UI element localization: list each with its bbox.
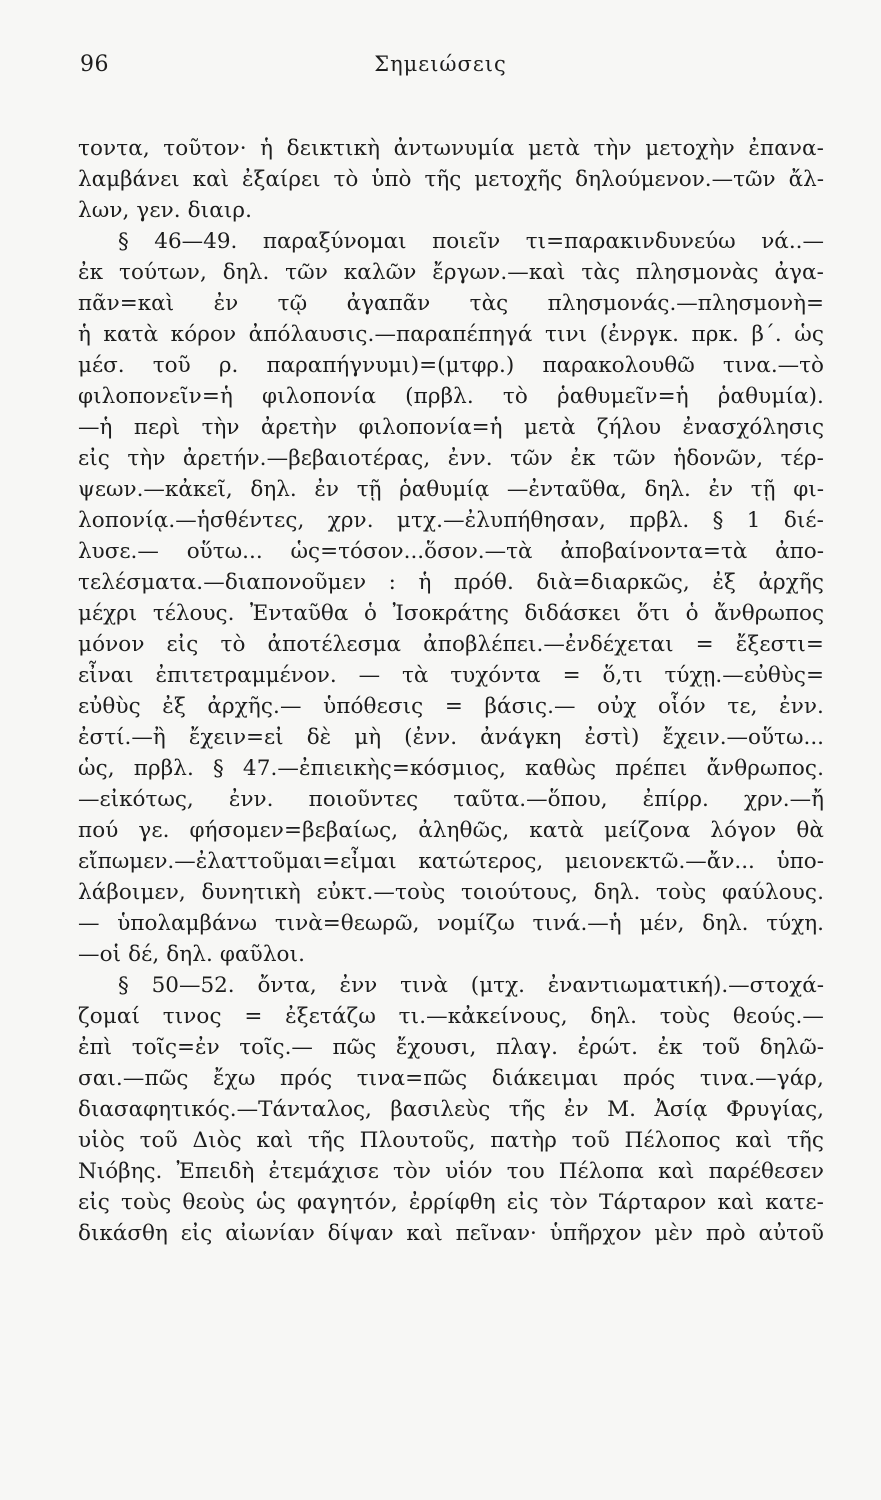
page-header <box>0 52 881 88</box>
text-line: λάβοιμεν, δυνητικὴ εὐκτ.—τοὺς τοιούτους, δηλ. τοὺς φαύλους. <box>78 880 824 905</box>
text-line: μέσ. τοῦ ρ. παραπήγνυμι)=(μτφρ.) παρακολουθῶ τινα.—τὸ <box>78 353 824 378</box>
text-line: —οἱ δέ, δηλ. φαῦλοι. <box>78 942 306 967</box>
text-line: ψεων.—κἀκεῖ, δηλ. ἐν τῇ ῥαθυμίᾳ —ἐνταῦθα, δηλ. ἐν τῇ φι- <box>78 477 824 502</box>
text-line: φιλοπονεῖν=ἡ φιλοπονία (πρβλ. τὸ ῥαθυμεῖν=ἡ ῥαθυμία). <box>78 384 824 409</box>
text-line: ἐπὶ τοῖς=ἐν τοῖς.— πῶς ἔχουσι, πλαγ. ἐρώτ. ἐκ τοῦ δηλῶ- <box>78 1035 824 1060</box>
section-heading-line: § 50—52. ὄντα, ἐνν τινὰ (μτχ. ἐναντιωματική).—στοχά- <box>118 973 824 998</box>
text-line: πού γε. φήσομεν=βεβαίως, ἀληθῶς, κατὰ μείζονα λόγον θὰ <box>78 818 824 843</box>
page-number: 96 <box>80 52 109 77</box>
text-line: ἐκ τούτων, δηλ. τῶν καλῶν ἔργων.—καὶ τὰς πλησμονὰς ἀγα- <box>78 260 824 285</box>
text-line: διασαφητικός.—Τάνταλος, βασιλεὺς τῆς ἐν Μ. Ἀσίᾳ Φρυγίας, <box>78 1097 824 1122</box>
text-line: λοπονίᾳ.—ἡσθέντες, χρν. μτχ.—ἐλυπήθησαν, πρβλ. § 1 διέ- <box>78 508 824 533</box>
text-line: υἱὸς τοῦ Διὸς καὶ τῆς Πλουτοῦς, πατὴρ τοῦ Πέλοπος καὶ τῆς <box>78 1128 824 1153</box>
text-line: λαμβάνει καὶ ἐξαίρει τὸ ὑπὸ τῆς μετοχῆς δηλούμενον.—τῶν ἄλ- <box>78 167 824 192</box>
text-line: μόνον εἰς τὸ ἀποτέλεσμα ἀποβλέπει.—ἐνδέχεται = ἔξεστι= <box>78 632 824 657</box>
notes-text <box>78 133 824 1249</box>
text-line: ὡς, πρβλ. § 47.—ἐπιεικὴς=κόσμιος, καθὼς πρέπει ἄνθρωπος. <box>78 756 824 781</box>
text-line: ζομαί τινος = ἐξετάζω τι.—κἀκείνους, δηλ. τοὺς θεούς.— <box>78 1004 824 1029</box>
section-heading-line: § 46—49. παραξύνομαι ποιεῖν τι=παρακινδυνεύω νά..— <box>118 229 824 254</box>
text-line: λυσε.— οὕτω... ὡς=τόσον...ὅσον.—τὰ ἀποβαίνοντα=τὰ ἀπο- <box>78 539 824 564</box>
text-line: ἡ κατὰ κόρον ἀπόλαυσις.—παραπέπηγά τινι (ἐνργκ. πρκ. β΄. ὡς <box>78 322 824 347</box>
text-line: λων, γεν. διαιρ. <box>78 198 253 223</box>
text-line: —ἡ περὶ τὴν ἀρετὴν φιλοπονία=ἡ μετὰ ζήλου ἐνασχόλησις <box>78 415 824 440</box>
text-line: Νιόβης. Ἐπειδὴ ἐτεμάχισε τὸν υἱόν του Πέλοπα καὶ παρέθεσεν <box>78 1159 824 1184</box>
text-line: εἰς τὴν ἀρετήν.—βεβαιοτέρας, ἐνν. τῶν ἐκ τῶν ἡδονῶν, τέρ- <box>78 446 824 471</box>
text-line: —εἰκότως, ἐνν. ποιοῦντες ταῦτα.—ὅπου, ἐπίρρ. χρν.—ἤ <box>78 787 824 812</box>
text-line: σαι.—πῶς ἔχω πρός τινα=πῶς διάκειμαι πρός τινα.—γάρ, <box>78 1066 824 1091</box>
text-line: εἶναι ἐπιτετραμμένον. — τὰ τυχόντα = ὅ,τι τύχῃ.—εὐθὺς= <box>78 663 824 688</box>
text-line: εὐθὺς ἐξ ἀρχῆς.— ὑπόθεσις = βάσις.— οὐχ οἷόν τε, ἐνν. <box>78 694 824 719</box>
text-line: τοντα, τοῦτον· ἡ δεικτικὴ ἀντωνυμία μετὰ τὴν μετοχὴν ἐπανα- <box>78 136 824 161</box>
text-line: πᾶν=καὶ ἐν τῷ ἀγαπᾶν τὰς πλησμονάς.—πλησμονὴ= <box>78 291 824 316</box>
text-line: — ὑπολαμβάνω τινὰ=θεωρῶ, νομίζω τινά.—ἡ μέν, δηλ. τύχη. <box>78 911 824 936</box>
text-line: τελέσματα.—διαπονοῦμεν : ἡ πρόθ. διὰ=διαρκῶς, ἐξ ἀρχῆς <box>78 570 824 595</box>
text-line: εἴπωμεν.—ἐλαττοῦμαι=εἶμαι κατώτερος, μειονεκτῶ.—ἄν... ὑπο- <box>78 849 824 874</box>
text-line: δικάσθη εἰς αἰωνίαν δίψαν καὶ πεῖναν· ὑπῆρχον μὲν πρὸ αὐτοῦ <box>78 1221 824 1246</box>
running-title: Σημειώσεις <box>374 52 507 76</box>
text-line: μέχρι τέλους. Ἐνταῦθα ὁ Ἰσοκράτης διδάσκει ὅτι ὁ ἄνθρωπος <box>78 601 824 626</box>
text-line: εἰς τοὺς θεοὺς ὡς φαγητόν, ἐρρίφθη εἰς τὸν Τάρταρον καὶ κατε- <box>78 1190 824 1215</box>
text-line: ἐστί.—ἢ ἔχειν=εἰ δὲ μὴ (ἐνν. ἀνάγκη ἐστὶ) ἔχειν.—οὕτω... <box>78 725 824 750</box>
